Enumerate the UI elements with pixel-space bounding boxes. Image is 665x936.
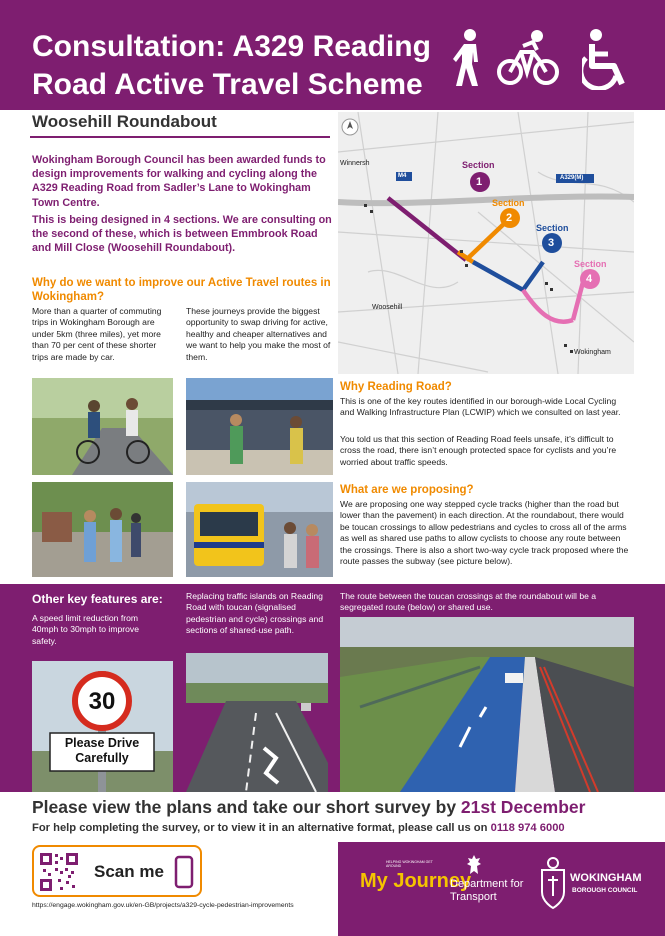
map-section-4-number: 4 [586,273,593,285]
features-heading: Other key features are: [32,592,163,606]
cycling-icon [497,28,559,90]
walking-icon [448,28,490,90]
dft-logo-text: Department for Transport [450,878,524,903]
route-map-graphic [338,112,634,374]
wbc-logo-subtext: BOROUGH COUNCIL [572,887,638,894]
logos-band [338,842,665,936]
map-section-2-label: Section [492,198,525,208]
scan-me-box[interactable] [32,845,202,897]
feature-segregated-route: The route between the toucan crossings at the roundabout will be a segregated route (below) or shared use. [340,591,597,613]
why-improve-col2: These journeys provide the biggest opportunity to swap driving for active, healthy and cheaper alternatives and we want to help you make the most of them. [186,306,331,362]
wokingham-crest-icon [536,856,570,912]
map-label-woosehill: Woosehill [372,304,403,311]
photo-pedestrians [32,482,173,577]
intro-paragraph-2: This is being designed in 4 sections. We are consulting on the second of these, which is between Emmbrook Road and Mill Close (Woosehill Roundabout). [32,214,332,255]
my-journey-wordmark: My Journey [360,870,472,892]
photo-bus-stop [186,482,333,577]
why-improve-col1: More than a quarter of commuting trips in Wokingham Borough are under 5km (three miles), yet more than 70 per cent of these shorter trips are made by car. [32,306,162,362]
survey-url-link[interactable]: https://engage.wokingham.gov.uk/en-GB/projects/a329-cycle-pedestrian-improvements [32,902,294,909]
proposing-heading: What are we proposing? [340,484,474,496]
feature-toucan-crossings: Replacing traffic islands on Reading Road with toucan (signalised pedestrian and cycle) crossings and sections of shared-use path. [186,591,324,636]
cta-text: Please view the plans and take our short survey by [32,797,461,817]
phone-icon [174,855,194,889]
map-section-4-label: Section [574,259,607,269]
map-section-3-number: 3 [548,237,555,249]
why-improve-heading: Why do we want to improve our Active Travel routes in Wokingham? [32,277,331,303]
section-subtitle: Woosehill Roundabout [32,112,217,131]
wbc-logo-text: WOKINGHAM [570,872,642,884]
royal-crest-icon [466,854,482,876]
map-label-wokingham: Wokingham [574,349,611,356]
help-line [32,822,565,834]
help-phone[interactable]: 0118 974 6000 [490,822,565,834]
features-band [0,584,665,792]
qr-code-icon[interactable] [38,851,80,893]
photo-station [186,378,333,475]
my-journey-tagline: HELPING WOKINGHAM GET AROUND [386,860,433,868]
photo-cycle-track [340,617,634,792]
header-banner [0,0,665,110]
cta-date: 21st December [460,797,586,817]
photo-cyclists [32,378,173,475]
map-section-3-label: Section [536,223,569,233]
subtitle-underline [30,136,330,138]
map-section-2-number: 2 [506,212,513,224]
scan-me-label: Scan me [94,862,164,881]
map-section-1-label: Section [462,160,495,170]
photo-crossing [186,653,328,792]
intro-paragraph-1: Wokingham Borough Council has been awarded funds to design improvements for walking and cycling along the A329 Reading Road from Sadler’s Lane to Wokingham Town Centre. [32,154,326,209]
speed-sign-text: Please Drive Carefully [64,736,140,765]
wheelchair-icon [582,28,634,90]
why-reading-road-heading: Why Reading Road? [340,381,452,393]
my-journey-logo [356,860,472,914]
map-section-1-number: 1 [476,176,483,188]
why-reading-road-para2: You told us that this section of Reading Road feels unsafe, it’s difficult to cross the road, there isn’t enough protected space for cyclists and you’re worried about traffic speeds. [340,434,617,467]
cta-heading [32,797,585,818]
page-title: Consultation: A329 Reading Road Active Travel Scheme [32,30,431,101]
speed-sign-number: 30 [88,688,116,715]
help-text: For help completing the survey, or to view it in an alternative format, please call us on [32,822,491,834]
photo-speed-sign [32,661,173,792]
proposing-para: We are proposing one way stepped cycle tracks (higher than the road but lower than the pavement) in each direction. At the roundabout, there would be toucan crossings to allow pedestrians and cycles to cross all of the arms as well as shared use paths to allow cyclists to choose any route between the crossings. There is also a short two-way cycle track proposed where the route passes the subway (see picture below). [340,499,629,567]
map-label-m4: M4 [398,173,407,179]
feature-speed-limit: A speed limit reduction from 40mph to 30mph to improve safety. [32,613,140,646]
map-label-winnersh: Winnersh [340,160,370,167]
map-label-a329m: A329(M) [560,175,584,181]
why-reading-road-para1: This is one of the key routes identified in our borough-wide Local Cycling and Walking Infrastructure Plan (LCWIP) which we consulted on last year. [340,396,621,418]
route-map [338,112,634,374]
